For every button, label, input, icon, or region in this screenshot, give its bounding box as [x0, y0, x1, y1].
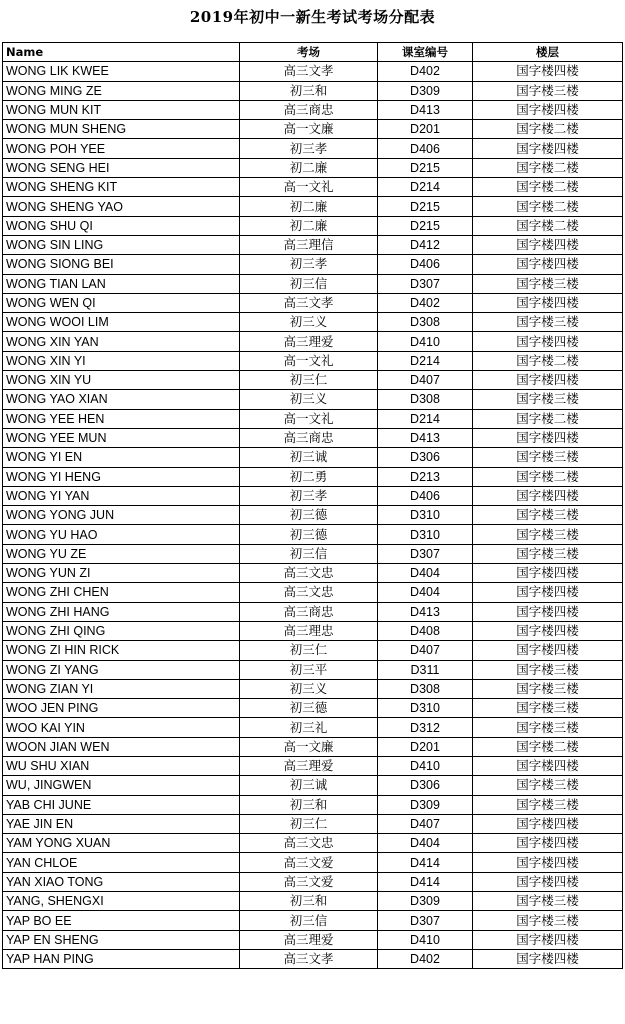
header-floor: 楼层	[473, 43, 623, 62]
floor-cell: 国字楼三楼	[473, 718, 623, 737]
classroom-code-cell: D414	[378, 853, 473, 872]
exam-room-cell: 初二廉	[240, 197, 378, 216]
floor-cell: 国字楼三楼	[473, 660, 623, 679]
student-name-cell: WONG SHENG YAO	[3, 197, 240, 216]
table-row	[3, 583, 623, 602]
exam-room-cell: 高一文礼	[240, 409, 378, 428]
exam-room-cell: 初三孝	[240, 255, 378, 274]
table-row	[3, 602, 623, 621]
exam-room-cell: 高三商忠	[240, 100, 378, 119]
floor-cell: 国字楼四楼	[473, 583, 623, 602]
classroom-code-cell: D214	[378, 351, 473, 370]
classroom-code-cell: D310	[378, 506, 473, 525]
exam-room-cell: 高三理信	[240, 235, 378, 254]
exam-room-cell: 初三和	[240, 795, 378, 814]
student-name-cell: WONG POH YEE	[3, 139, 240, 158]
table-row	[3, 679, 623, 698]
exam-room-cell: 高三理爱	[240, 930, 378, 949]
classroom-code-cell: D413	[378, 100, 473, 119]
exam-room-cell: 高三文爱	[240, 872, 378, 891]
student-name-cell: WONG XIN YI	[3, 351, 240, 370]
exam-room-cell: 初三德	[240, 506, 378, 525]
floor-cell: 国字楼四楼	[473, 930, 623, 949]
student-name-cell: WONG YI EN	[3, 448, 240, 467]
floor-cell: 国字楼二楼	[473, 409, 623, 428]
floor-cell: 国字楼四楼	[473, 834, 623, 853]
floor-cell: 国字楼三楼	[473, 525, 623, 544]
student-name-cell: WONG WEN QI	[3, 293, 240, 312]
classroom-code-cell: D310	[378, 699, 473, 718]
table-row	[3, 448, 623, 467]
classroom-code-cell: D410	[378, 332, 473, 351]
student-name-cell: YANG, SHENGXI	[3, 892, 240, 911]
student-name-cell: WONG LIK KWEE	[3, 62, 240, 81]
classroom-code-cell: D308	[378, 313, 473, 332]
exam-room-cell: 初三孝	[240, 486, 378, 505]
exam-room-cell: 初三诚	[240, 776, 378, 795]
floor-cell: 国字楼二楼	[473, 178, 623, 197]
student-name-cell: WONG TIAN LAN	[3, 274, 240, 293]
student-name-cell: WONG ZHI QING	[3, 621, 240, 640]
table-row	[3, 544, 623, 563]
classroom-code-cell: D414	[378, 872, 473, 891]
classroom-code-cell: D306	[378, 776, 473, 795]
table-row	[3, 930, 623, 949]
student-name-cell: YAP HAN PING	[3, 949, 240, 968]
floor-cell: 国字楼三楼	[473, 679, 623, 698]
floor-cell: 国字楼四楼	[473, 602, 623, 621]
classroom-code-cell: D406	[378, 139, 473, 158]
student-name-cell: YAB CHI JUNE	[3, 795, 240, 814]
floor-cell: 国字楼四楼	[473, 564, 623, 583]
student-name-cell: WONG ZIAN YI	[3, 679, 240, 698]
floor-cell: 国字楼三楼	[473, 313, 623, 332]
classroom-code-cell: D201	[378, 737, 473, 756]
student-name-cell: WONG YONG JUN	[3, 506, 240, 525]
student-name-cell: WONG ZI HIN RICK	[3, 641, 240, 660]
floor-cell: 国字楼四楼	[473, 814, 623, 833]
student-name-cell: WONG SHU QI	[3, 216, 240, 235]
exam-room-cell: 初三信	[240, 274, 378, 293]
floor-cell: 国字楼四楼	[473, 100, 623, 119]
table-body	[3, 62, 623, 969]
classroom-code-cell: D215	[378, 158, 473, 177]
table-row	[3, 467, 623, 486]
exam-room-cell: 初三和	[240, 81, 378, 100]
classroom-code-cell: D312	[378, 718, 473, 737]
table-row	[3, 216, 623, 235]
floor-cell: 国字楼三楼	[473, 776, 623, 795]
exam-room-cell: 初二勇	[240, 467, 378, 486]
classroom-code-cell: D407	[378, 371, 473, 390]
floor-cell: 国字楼四楼	[473, 139, 623, 158]
classroom-code-cell: D402	[378, 62, 473, 81]
table-row	[3, 872, 623, 891]
table-row	[3, 120, 623, 139]
student-name-cell: WONG ZHI CHEN	[3, 583, 240, 602]
table-row	[3, 274, 623, 293]
student-name-cell: WONG YU HAO	[3, 525, 240, 544]
table-row	[3, 795, 623, 814]
classroom-code-cell: D309	[378, 81, 473, 100]
classroom-code-cell: D310	[378, 525, 473, 544]
table-row	[3, 197, 623, 216]
exam-room-cell: 高三文忠	[240, 564, 378, 583]
exam-room-cell: 初三平	[240, 660, 378, 679]
exam-room-cell: 初三义	[240, 390, 378, 409]
exam-room-cell: 高三文孝	[240, 293, 378, 312]
floor-cell: 国字楼三楼	[473, 448, 623, 467]
table-row	[3, 621, 623, 640]
exam-room-cell: 初二廉	[240, 216, 378, 235]
floor-cell: 国字楼二楼	[473, 197, 623, 216]
student-name-cell: WONG YI HENG	[3, 467, 240, 486]
student-name-cell: YAP BO EE	[3, 911, 240, 930]
table-row	[3, 834, 623, 853]
header-classroom-code: 课室编号	[378, 43, 473, 62]
floor-cell: 国字楼四楼	[473, 641, 623, 660]
floor-cell: 国字楼二楼	[473, 351, 623, 370]
classroom-code-cell: D214	[378, 178, 473, 197]
exam-room-cell: 初三义	[240, 313, 378, 332]
classroom-code-cell: D410	[378, 756, 473, 775]
classroom-code-cell: D402	[378, 293, 473, 312]
table-row	[3, 564, 623, 583]
table-row	[3, 428, 623, 447]
student-name-cell: WOON JIAN WEN	[3, 737, 240, 756]
exam-room-cell: 初三德	[240, 525, 378, 544]
student-name-cell: WONG ZHI HANG	[3, 602, 240, 621]
classroom-code-cell: D309	[378, 892, 473, 911]
exam-room-cell: 初三礼	[240, 718, 378, 737]
classroom-code-cell: D307	[378, 911, 473, 930]
table-row	[3, 949, 623, 968]
table-row	[3, 737, 623, 756]
table-row	[3, 718, 623, 737]
classroom-code-cell: D404	[378, 834, 473, 853]
exam-room-cell: 高三商忠	[240, 602, 378, 621]
table-row	[3, 506, 623, 525]
classroom-code-cell: D307	[378, 274, 473, 293]
table-row	[3, 81, 623, 100]
classroom-code-cell: D410	[378, 930, 473, 949]
exam-room-cell: 高三文忠	[240, 583, 378, 602]
student-name-cell: YAE JIN EN	[3, 814, 240, 833]
floor-cell: 国字楼四楼	[473, 872, 623, 891]
floor-cell: 国字楼三楼	[473, 911, 623, 930]
classroom-code-cell: D408	[378, 621, 473, 640]
floor-cell: 国字楼二楼	[473, 216, 623, 235]
floor-cell: 国字楼四楼	[473, 255, 623, 274]
table-row	[3, 235, 623, 254]
floor-cell: 国字楼三楼	[473, 892, 623, 911]
student-name-cell: WU, JINGWEN	[3, 776, 240, 795]
student-name-cell: YAN CHLOE	[3, 853, 240, 872]
classroom-code-cell: D407	[378, 641, 473, 660]
exam-room-cell: 高一文礼	[240, 178, 378, 197]
floor-cell: 国字楼四楼	[473, 293, 623, 312]
classroom-code-cell: D413	[378, 602, 473, 621]
student-name-cell: WONG YEE MUN	[3, 428, 240, 447]
student-name-cell: WONG YU ZE	[3, 544, 240, 563]
floor-cell: 国字楼三楼	[473, 795, 623, 814]
exam-room-cell: 初三仁	[240, 641, 378, 660]
floor-cell: 国字楼三楼	[473, 274, 623, 293]
exam-room-cell: 高三理爱	[240, 756, 378, 775]
table-row	[3, 892, 623, 911]
exam-room-cell: 高一文礼	[240, 351, 378, 370]
classroom-code-cell: D215	[378, 216, 473, 235]
header-name: Name	[3, 43, 240, 62]
exam-room-cell: 初三德	[240, 699, 378, 718]
student-name-cell: WONG SHENG KIT	[3, 178, 240, 197]
student-name-cell: WONG YUN ZI	[3, 564, 240, 583]
table-row	[3, 351, 623, 370]
classroom-code-cell: D412	[378, 235, 473, 254]
floor-cell: 国字楼三楼	[473, 699, 623, 718]
floor-cell: 国字楼二楼	[473, 120, 623, 139]
table-row	[3, 255, 623, 274]
floor-cell: 国字楼四楼	[473, 371, 623, 390]
classroom-code-cell: D413	[378, 428, 473, 447]
classroom-code-cell: D213	[378, 467, 473, 486]
table-row	[3, 641, 623, 660]
student-name-cell: WONG XIN YU	[3, 371, 240, 390]
exam-room-cell: 高三文孝	[240, 62, 378, 81]
floor-cell: 国字楼四楼	[473, 486, 623, 505]
table-row	[3, 776, 623, 795]
student-name-cell: WOO KAI YIN	[3, 718, 240, 737]
floor-cell: 国字楼四楼	[473, 949, 623, 968]
classroom-code-cell: D402	[378, 949, 473, 968]
student-name-cell: YAM YONG XUAN	[3, 834, 240, 853]
student-name-cell: WONG MING ZE	[3, 81, 240, 100]
classroom-code-cell: D306	[378, 448, 473, 467]
table-row	[3, 139, 623, 158]
student-name-cell: WONG XIN YAN	[3, 332, 240, 351]
floor-cell: 国字楼四楼	[473, 756, 623, 775]
table-row	[3, 409, 623, 428]
student-name-cell: WONG YAO XIAN	[3, 390, 240, 409]
student-name-cell: YAN XIAO TONG	[3, 872, 240, 891]
table-row	[3, 660, 623, 679]
classroom-code-cell: D404	[378, 583, 473, 602]
classroom-code-cell: D201	[378, 120, 473, 139]
classroom-code-cell: D307	[378, 544, 473, 563]
student-name-cell: WOO JEN PING	[3, 699, 240, 718]
floor-cell: 国字楼四楼	[473, 853, 623, 872]
floor-cell: 国字楼二楼	[473, 737, 623, 756]
exam-room-cell: 初三信	[240, 911, 378, 930]
classroom-code-cell: D406	[378, 255, 473, 274]
exam-room-cell: 初三和	[240, 892, 378, 911]
table-row	[3, 158, 623, 177]
classroom-code-cell: D308	[378, 390, 473, 409]
exam-room-cell: 高三理爱	[240, 332, 378, 351]
exam-room-cell: 高三文忠	[240, 834, 378, 853]
table-row	[3, 699, 623, 718]
exam-room-cell: 高一文廉	[240, 737, 378, 756]
floor-cell: 国字楼三楼	[473, 390, 623, 409]
floor-cell: 国字楼四楼	[473, 332, 623, 351]
floor-cell: 国字楼三楼	[473, 81, 623, 100]
table-row	[3, 756, 623, 775]
exam-room-cell: 高三文孝	[240, 949, 378, 968]
student-name-cell: WU SHU XIAN	[3, 756, 240, 775]
student-name-cell: YAP EN SHENG	[3, 930, 240, 949]
exam-room-cell: 初三仁	[240, 371, 378, 390]
table-row	[3, 911, 623, 930]
header-exam-room: 考场	[240, 43, 378, 62]
floor-cell: 国字楼四楼	[473, 235, 623, 254]
student-name-cell: WONG SIN LING	[3, 235, 240, 254]
exam-room-cell: 初三仁	[240, 814, 378, 833]
page-title: 2019年初中一新生考试考场分配表	[189, 8, 436, 26]
student-name-cell: WONG MUN SHENG	[3, 120, 240, 139]
table-row	[3, 525, 623, 544]
classroom-code-cell: D309	[378, 795, 473, 814]
exam-room-cell: 初三信	[240, 544, 378, 563]
header-row	[3, 43, 623, 62]
exam-room-cell: 高三文爱	[240, 853, 378, 872]
classroom-code-cell: D406	[378, 486, 473, 505]
exam-room-cell: 初三义	[240, 679, 378, 698]
table-row	[3, 62, 623, 81]
student-name-cell: WONG SIONG BEI	[3, 255, 240, 274]
table-row	[3, 390, 623, 409]
floor-cell: 国字楼四楼	[473, 621, 623, 640]
floor-cell: 国字楼四楼	[473, 62, 623, 81]
classroom-code-cell: D404	[378, 564, 473, 583]
classroom-code-cell: D308	[378, 679, 473, 698]
student-name-cell: WONG MUN KIT	[3, 100, 240, 119]
classroom-code-cell: D214	[378, 409, 473, 428]
exam-room-cell: 高三理忠	[240, 621, 378, 640]
classroom-code-cell: D215	[378, 197, 473, 216]
floor-cell: 国字楼三楼	[473, 506, 623, 525]
table-row	[3, 486, 623, 505]
exam-room-cell: 高一文廉	[240, 120, 378, 139]
student-name-cell: WONG YEE HEN	[3, 409, 240, 428]
table-row	[3, 100, 623, 119]
student-name-cell: WONG SENG HEI	[3, 158, 240, 177]
floor-cell: 国字楼三楼	[473, 544, 623, 563]
floor-cell: 国字楼二楼	[473, 467, 623, 486]
table-row	[3, 332, 623, 351]
exam-room-cell: 初三诚	[240, 448, 378, 467]
student-name-cell: WONG WOOI LIM	[3, 313, 240, 332]
student-name-cell: WONG ZI YANG	[3, 660, 240, 679]
table-row	[3, 371, 623, 390]
exam-room-cell: 高三商忠	[240, 428, 378, 447]
table-row	[3, 853, 623, 872]
table-row	[3, 178, 623, 197]
student-name-cell: WONG YI YAN	[3, 486, 240, 505]
exam-room-cell: 初三孝	[240, 139, 378, 158]
table-row	[3, 814, 623, 833]
floor-cell: 国字楼二楼	[473, 158, 623, 177]
classroom-code-cell: D311	[378, 660, 473, 679]
exam-room-cell: 初二廉	[240, 158, 378, 177]
exam-room-table	[2, 42, 623, 969]
floor-cell: 国字楼四楼	[473, 428, 623, 447]
table-row	[3, 293, 623, 312]
classroom-code-cell: D407	[378, 814, 473, 833]
table-row	[3, 313, 623, 332]
